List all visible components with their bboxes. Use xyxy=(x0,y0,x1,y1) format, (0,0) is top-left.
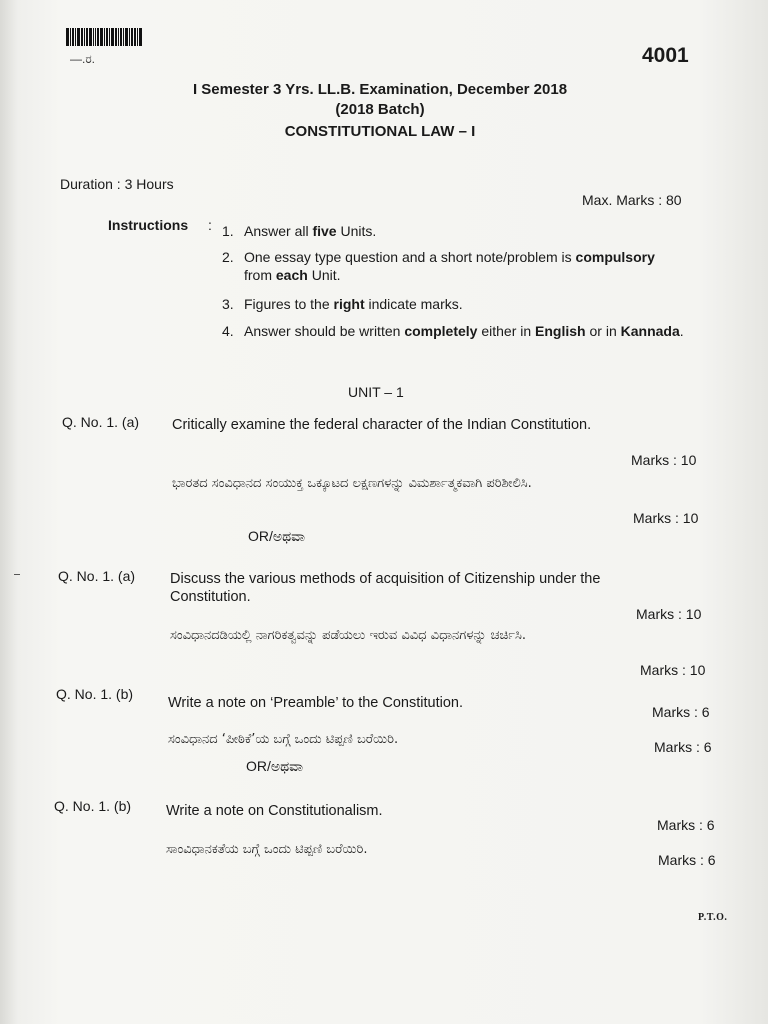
text-part: Answer should be written xyxy=(244,323,405,339)
instruction-text xyxy=(244,322,684,340)
question-marks: Marks : 6 xyxy=(652,704,710,720)
title-block xyxy=(160,80,600,142)
instruction-number: 2. xyxy=(222,249,234,265)
question-marks: Marks : 6 xyxy=(657,817,715,833)
instruction-number: 4. xyxy=(222,323,234,339)
text-bold: each xyxy=(275,267,308,283)
instruction-number: 3. xyxy=(222,296,234,312)
barcode xyxy=(66,28,148,46)
instruction-number: 1. xyxy=(222,223,234,239)
max-marks: Max. Marks : 80 xyxy=(582,192,682,208)
unit-heading: UNIT – 1 xyxy=(348,384,404,400)
instructions-label: Instructions xyxy=(108,217,189,233)
question-marks: Marks : 10 xyxy=(636,606,702,622)
instruction-text xyxy=(244,248,684,284)
instruction-1 xyxy=(222,222,692,242)
instruction-text xyxy=(244,222,684,240)
text-part: either in xyxy=(477,323,536,339)
question-text: Critically examine the federal character of the Indian Constitution. xyxy=(172,417,592,433)
text-bold: compulsory xyxy=(575,249,655,265)
or-separator: OR/ಅಥವಾ xyxy=(248,528,306,544)
text-part: from xyxy=(244,267,276,283)
text-part: Unit. xyxy=(307,267,341,283)
question-marks-kannada: Marks : 10 xyxy=(640,662,706,678)
text-part: indicate marks. xyxy=(364,296,463,312)
question-text-kannada: ಭಾರತದ ಸಂವಿಧಾನದ ಸಂಯುಕ್ತ ಒಕ್ಕೂಟದ ಲಕ್ಷಣಗಳನ್ನು ವಿಮರ್ಶಾತ್ಮಕವಾಗಿ ಪರಿಶೀಲಿಸಿ. xyxy=(172,476,532,491)
question-text: Write a note on Constitutionalism. xyxy=(166,803,383,819)
question-marks-kannada: Marks : 10 xyxy=(633,510,699,526)
text-part: Answer all xyxy=(244,223,313,239)
question-marks: Marks : 10 xyxy=(631,452,697,468)
question-number: Q. No. 1. (b) xyxy=(54,798,132,814)
question-marks-kannada: Marks : 6 xyxy=(658,852,716,868)
question-text-kannada: ಸಂವಿಧಾನದಡಿಯಲ್ಲಿ ನಾಗರಿಕತ್ವವನ್ನು ಪಡೆಯಲು ಇರುವ ವಿವಿಧ ವಿಧಾನಗಳನ್ನು ಚರ್ಚಿಸಿ. xyxy=(170,628,527,643)
question-text: Write a note on ‘Preamble’ to the Constitution. xyxy=(168,695,463,711)
code-dash: —.ರ. xyxy=(70,52,96,66)
or-separator: OR/ಅಥವಾ xyxy=(246,758,304,774)
question-number: Q. No. 1. (a) xyxy=(62,414,140,430)
subject-title: CONSTITUTIONAL LAW – I xyxy=(284,123,476,140)
text-bold: English xyxy=(535,323,586,339)
question-text-kannada: ಸಾಂವಿಧಾನಕತೆಯ ಬಗ್ಗೆ ಒಂದು ಟಿಪ್ಪಣಿ ಬರೆಯಿರಿ. xyxy=(166,842,368,857)
exam-title: I Semester 3 Yrs. LL.B. Examination, December 2018 xyxy=(192,81,568,98)
text-bold: five xyxy=(312,223,337,239)
instruction-2 xyxy=(222,248,692,288)
instruction-text xyxy=(244,295,684,313)
text-part: Units. xyxy=(336,223,377,239)
instructions-colon: : xyxy=(208,217,212,233)
text-bold: Kannada xyxy=(620,323,680,339)
batch-line: (2018 Batch) xyxy=(335,101,425,118)
text-bold: right xyxy=(333,296,365,312)
question-text: Discuss the various methods of acquisition of Citizenship under the Constitution. xyxy=(170,571,601,605)
question-marks-kannada: Marks : 6 xyxy=(654,739,712,755)
text-bold: completely xyxy=(404,323,478,339)
text-part: One essay type question and a short note/problem is xyxy=(244,249,576,265)
text-part: . xyxy=(679,323,684,339)
paper-number: 4001 xyxy=(642,44,689,67)
question-text-kannada: ಸಂವಿಧಾನದ ‘ಪೀಠಿಕೆ’ಯ ಬಗ್ಗೆ ಒಂದು ಟಿಪ್ಪಣಿ ಬರೆಯಿರಿ. xyxy=(168,732,399,747)
duration: Duration : 3 Hours xyxy=(60,176,174,192)
margin-mark xyxy=(14,574,20,575)
question-number: Q. No. 1. (a) xyxy=(58,568,136,584)
question-number: Q. No. 1. (b) xyxy=(56,686,134,702)
instruction-4 xyxy=(222,322,692,362)
pto-label: P.T.O. xyxy=(698,912,728,923)
text-part: Figures to the xyxy=(244,296,334,312)
instruction-3 xyxy=(222,295,692,315)
text-part: or in xyxy=(585,323,621,339)
